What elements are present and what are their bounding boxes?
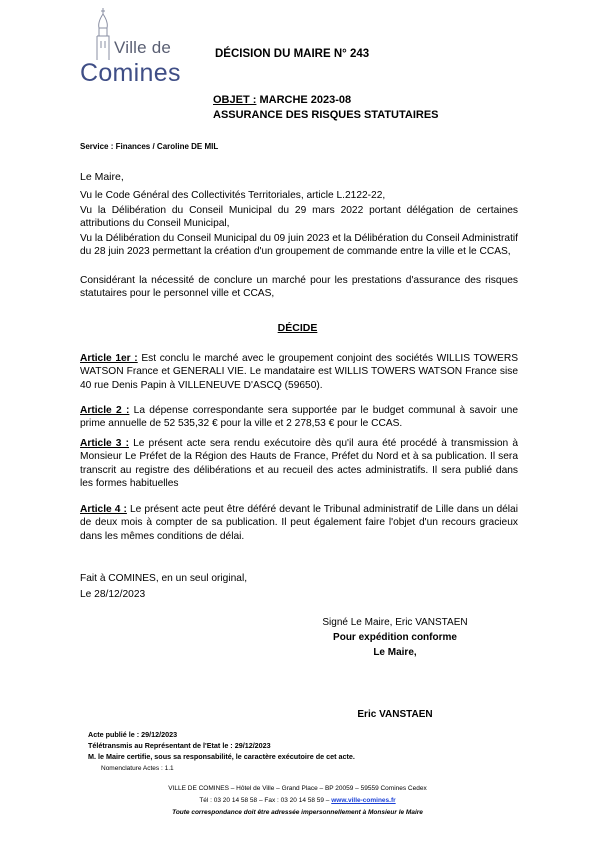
objet-line <box>213 94 351 106</box>
nomenclature: Nomenclature Actes : 1.1 <box>101 765 174 772</box>
article-2-label: Article 2 : <box>80 405 130 416</box>
article-1-text: Est conclu le marché avec le groupement conjoint des sociétés WILLIS TOWERS WATSON France et GENERALI VIE. Le mandataire est WILLIS TOWERS WATSON France sise 40 rue Denis Papin à VILLENEUVE D'ASCQ (59650). <box>80 353 518 391</box>
signature-line-2: Pour expédition conforme <box>333 632 457 643</box>
decision-date: Le 28/12/2023 <box>80 589 146 600</box>
logo-ville-de: Ville de <box>114 38 172 57</box>
visa-3: Vu la Délibération du Conseil Municipal du 09 juin 2023 et la Délibération du Conseil Administratif du 28 juin 2023 permettant la création d'un groupement de commande entre la ville et le CCAS, <box>80 233 518 258</box>
logo-comines: Comines <box>80 59 181 87</box>
decision-title: DÉCISION DU MAIRE N° 243 <box>215 48 370 60</box>
article-4-text: Le présent acte peut être déféré devant le Tribunal administratif de Lille dans un délai de deux mois à compter de sa publication. Il peut également faire l'objet d'un recours gracieux dans les mêmes conditions de délai. <box>80 504 518 542</box>
signature-line-1: Signé Le Maire, Eric VANSTAEN <box>322 617 468 628</box>
fait-a: Fait à COMINES, en un seul original, <box>80 573 248 584</box>
article-3 <box>80 437 518 490</box>
salutation: Le Maire, <box>80 171 124 183</box>
article-1-label: Article 1er : <box>80 353 138 364</box>
footer-note: Toute correspondance doit être adressée impersonnellement à Monsieur le Maire <box>172 809 423 816</box>
article-1 <box>80 352 518 392</box>
executory-certification: M. le Maire certifie, sous sa responsabilité, le caractère exécutoire de cet acte. <box>88 752 355 761</box>
footer-address: VILLE DE COMINES – Hôtel de Ville – Grand Place – BP 20059 – 59559 Comines Cedex <box>168 785 427 792</box>
publication-date: Acte publié le : 29/12/2023 <box>88 730 178 739</box>
signatory-name: Eric VANSTAEN <box>357 709 433 720</box>
article-2 <box>80 404 518 431</box>
signature-line-3: Le Maire, <box>373 647 417 658</box>
article-3-label: Article 3 : <box>80 438 129 449</box>
transmission-date: Télétransmis au Représentant de l'Etat le : 29/12/2023 <box>88 741 271 750</box>
objet-text: MARCHE 2023-08 <box>256 94 352 106</box>
decide-heading: DÉCIDE <box>277 322 318 334</box>
article-3-text: Le présent acte sera rendu exécutoire dès qu'il aura été procédé à transmission à Monsieur Le Préfet de la Région des Hauts de France, Préfet du Nord et à sa publication. Il sera transcrit au registre des délibérations et au recueil des actes administratifs. Il sera publié dans les formes habituelles <box>80 438 518 489</box>
objet-subject: ASSURANCE DES RISQUES STATUTAIRES <box>213 109 439 121</box>
visa-4: Considérant la nécessité de conclure un marché pour les prestations d'assurance des risques statutaires pour le personnel ville et CCAS, <box>80 275 518 300</box>
footer-tel: Tél : 03 20 14 58 58 – Fax : 03 20 14 58 59 – <box>199 797 332 804</box>
objet-label: OBJET : <box>213 94 257 106</box>
article-4 <box>80 503 518 543</box>
website-link[interactable]: www.ville-comines.fr <box>331 797 396 804</box>
visa-2: Vu la Délibération du Conseil Municipal du 29 mars 2022 portant délégation de certaines attributions du Conseil Municipal, <box>80 205 518 230</box>
article-4-label: Article 4 : <box>80 504 127 515</box>
visa-1: Vu le Code Général des Collectivités Territoriales, article L.2122-22, <box>80 190 386 201</box>
service-line: Service : Finances / Caroline DE MIL <box>80 142 219 151</box>
footer-contact <box>0 797 595 804</box>
article-2-text: La dépense correspondante sera supportée par le budget communal à savoir une prime annuelle de 52 535,32 € pour la ville et 2 278,53 € pour le CCAS. <box>80 405 518 430</box>
